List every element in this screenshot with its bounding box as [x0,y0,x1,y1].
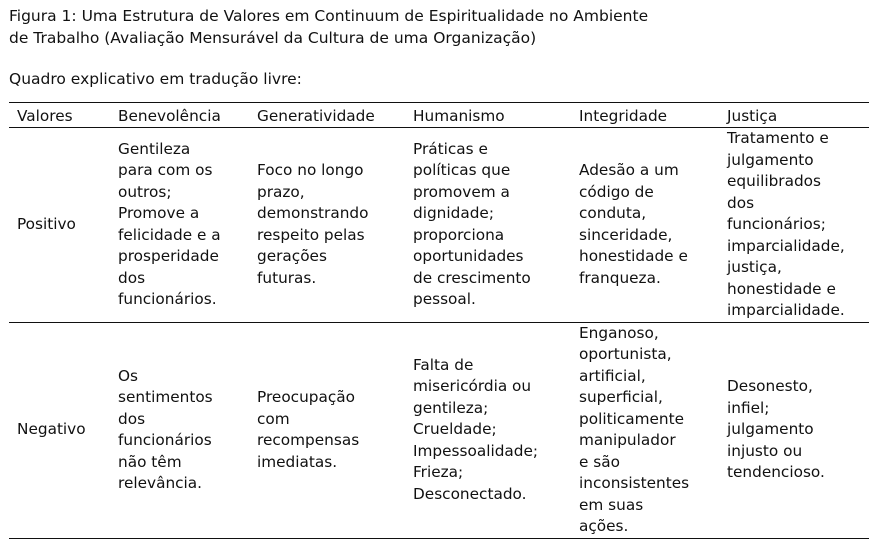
figure-title-line-1: Figura 1: Uma Estrutura de Valores em Continuum de Espiritualidade no Ambiente [9,7,649,25]
cell-line: Gentileza [118,139,191,158]
cell-line: injusto ou [727,441,803,460]
row-label: Negativo [9,322,110,538]
table-cell [719,322,869,538]
cell-line: oportunidades [413,247,524,266]
table-row-positive [9,128,869,323]
cell-line: imparcialidade, [727,236,845,255]
table-caption: Quadro explicativo em tradução livre: [9,70,302,88]
cell-line: recompensas [257,431,360,449]
cell-line: Tratamento e [727,129,829,147]
cell-line: Preocupação [257,388,356,406]
cell-line: misericórdia ou [413,377,532,396]
header-row [9,103,869,128]
cell-line: dignidade; [413,204,494,223]
header-cell-generatividade: Generatividade [249,103,405,128]
cell-line: para com os [118,161,213,180]
row-label: Positivo [9,128,110,323]
cell-line: com [257,409,290,428]
cell-line: de crescimento [413,268,531,287]
cell-line: julgamento [727,420,814,439]
cell-line: imediatas. [257,452,338,471]
cell-line: demonstrando [257,204,369,223]
cell-line: e são [579,452,620,471]
cell-line: respeito pelas [257,225,365,244]
cell-line: oportunista, [579,345,672,363]
cell-line: dos [118,409,146,428]
figure-title-line-2: de Trabalho (Avaliação Mensurável da Cultura de uma Organização) [9,29,537,47]
cell-line: outros; [118,182,172,201]
table-row-negative [9,322,869,538]
cell-line: futuras. [257,268,317,287]
table-cell [571,322,719,538]
cell-line: honestidade e [727,279,836,298]
cell-line: sentimentos [118,388,213,406]
cell-line: Desconectado. [413,484,527,503]
cell-line: honestidade e [579,247,688,266]
values-table [9,102,869,539]
cell-line: Impessoalidade; [413,441,539,460]
cell-line: conduta, [579,204,647,223]
cell-line: equilibrados [727,172,821,190]
cell-line: prosperidade [118,247,219,266]
header-cell-humanismo: Humanismo [405,103,571,128]
header-cell-justica: Justiça [719,103,869,128]
cell-line: superficial, [579,388,663,406]
cell-line: pessoal. [413,290,476,309]
cell-line: Crueldade; [413,420,497,439]
header-cell-valores: Valores [9,103,110,128]
table-cell [571,128,719,323]
cell-line: proporciona [413,225,505,244]
figure-title [9,5,648,49]
cell-line: felicidade e a [118,225,221,244]
cell-line: funcionários; [727,215,826,233]
cell-line: julgamento [727,150,814,169]
cell-line: funcionários [118,431,212,449]
cell-line: manipulador [579,431,676,449]
cell-line: Frieza; [413,463,464,482]
cell-line: relevância. [118,474,203,492]
cell-line: gentileza; [413,398,489,417]
cell-line: Os [118,366,139,385]
table-cell [405,128,571,323]
header-cell-integridade: Integridade [571,103,719,128]
cell-line: Práticas e [413,139,488,158]
cell-line: promovem a [413,182,510,201]
cell-line: justiça, [727,258,782,276]
cell-line: prazo, [257,182,305,201]
cell-line: gerações [257,247,327,266]
cell-line: Desonesto, [727,377,813,396]
table-cell [249,128,405,323]
table-cell [405,322,571,538]
cell-line: Falta de [413,355,474,374]
cell-line: políticas que [413,161,511,180]
cell-line: código de [579,182,654,201]
cell-line: Foco no longo [257,161,364,180]
cell-line: funcionários. [118,290,217,309]
cell-line: dos [118,268,146,287]
cell-line: não têm [118,452,182,471]
cell-line: em suas [579,495,644,514]
header-cell-benevolencia: Benevolência [110,103,249,128]
cell-line: Adesão a um [579,161,679,180]
cell-line: Enganoso, [579,323,659,342]
table-cell [719,128,869,323]
cell-line: inconsistentes [579,474,690,492]
cell-line: ações. [579,517,629,535]
cell-line: tendencioso. [727,463,825,482]
cell-line: politicamente [579,409,685,428]
cell-line: imparcialidade. [727,301,845,319]
cell-line: artificial, [579,366,646,385]
cell-line: infiel; [727,398,770,417]
cell-line: dos [727,193,755,212]
cell-line: franqueza. [579,268,661,287]
cell-line: sinceridade, [579,225,673,244]
table-cell [249,322,405,538]
table-cell [110,322,249,538]
table-cell [110,128,249,323]
cell-line: Promove a [118,204,200,223]
